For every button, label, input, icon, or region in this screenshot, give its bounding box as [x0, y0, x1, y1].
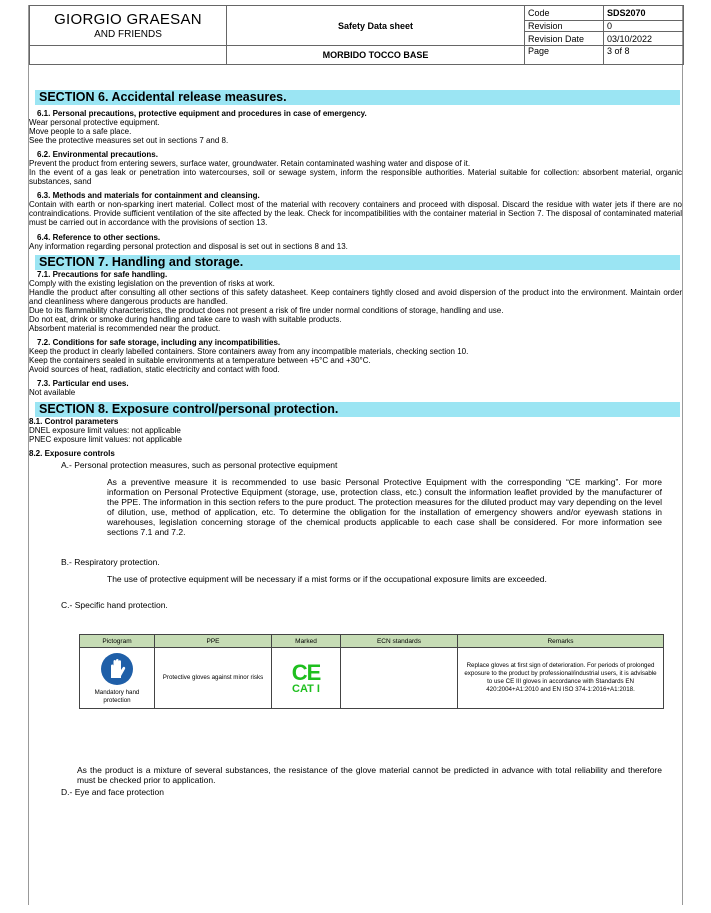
- text-6-1-line2: Move people to a safe place.: [29, 127, 132, 136]
- heading-7-1: 7.1. Precautions for safe handling.: [37, 270, 168, 279]
- text-6-2-a: Prevent the product from entering sewers, surface water, groundwater. Retain contaminated washing water and dispose of it.: [29, 159, 471, 168]
- heading-6-4: 6.4. Reference to other sections.: [37, 233, 161, 242]
- company-name: GIORGIO GRAESAN AND FRIENDS: [30, 6, 227, 46]
- text-8-1-line2: PNEC exposure limit values: not applicable: [29, 435, 182, 444]
- text-8-1-line1: DNEL exposure limit values: not applicable: [29, 426, 181, 435]
- document-title: Safety Data sheet: [227, 6, 525, 46]
- col-ecn: ECN standards: [341, 635, 458, 648]
- revision-date-value: 03/10/2022: [604, 32, 684, 46]
- col-pictogram: Pictogram: [80, 635, 155, 648]
- heading-6-3: 6.3. Methods and materials for containment and cleansing.: [37, 191, 260, 200]
- section-8-title: SECTION 8. Exposure control/personal protection.: [35, 402, 680, 417]
- ce-mark-cell: [272, 648, 341, 709]
- text-6-1-line3: See the protective measures set out in sections 7 and 8.: [29, 136, 229, 145]
- ppe-cell: Protective gloves against minor risks: [155, 648, 272, 709]
- heading-6-1: 6.1. Personal precautions, protective equipment and procedures in case of emergency.: [37, 109, 367, 118]
- text-8-2-a: As a preventive measure it is recommended to use basic Personal Protective Equipment with the corresponding “CE marking”. For more information on Personal Protective Equipment (storage, use, protection class, etc.) consult the information leaflet provided by the manufacturer of the PPE. The information in this section refers to the pure product. The protection measures for the diluted product may vary depending on the level of dilution, use, method of application, etc. To determine the obligation for the installation of emergency showers and/or eyewash stations in warehouses, legislation concerning storage of the chemical products applicable to each case shall be considered. For more information see sections 7.1 and 7.2.: [107, 477, 662, 537]
- text-6-1-line1: Wear personal protective equipment.: [29, 118, 160, 127]
- text-8-2-c: As the product is a mixture of several substances, the resistance of the glove material cannot be predicted in advance with total reliability and therefore must be checked prior to application.: [77, 765, 662, 785]
- ecn-cell: [341, 648, 458, 709]
- col-remarks: Remarks: [458, 635, 664, 648]
- heading-7-2: 7.2. Conditions for safe storage, including any incompatibilities.: [37, 338, 281, 347]
- revision-date-label: Revision Date: [525, 32, 604, 46]
- heading-8-1: 8.1. Control parameters: [29, 417, 119, 426]
- text-7-1-c1: Due to its flammability characteristics, the product does not present a risk of fire under normal conditions of storage, handling and use.: [29, 306, 504, 315]
- col-marked: Marked: [272, 635, 341, 648]
- product-name: MORBIDO TOCCO BASE: [227, 46, 525, 65]
- text-6-2-b: In the event of a gas leak or penetration into watercourses, soil or sewage system, inform the responsible authorities. Material suitable for collection: absorbent material, organic substances, sand: [29, 168, 682, 187]
- page-label: Page: [525, 46, 604, 65]
- code-label: Code: [525, 6, 604, 21]
- revision-label: Revision: [525, 21, 604, 32]
- remarks-cell: Replace gloves at first sign of deterioration. For periods of prolonged exposure to the product by professional/industrial users, it is advisable to use CE III gloves in accordance with Standards EN 420:2004+A1:2010 and EN ISO 374-1:2016+A1:2018.: [458, 648, 664, 709]
- label-8-2-c: C.- Specific hand protection.: [61, 600, 168, 610]
- text-7-3: Not available: [29, 388, 76, 397]
- ce-category: CAT I: [292, 682, 320, 695]
- text-7-1-c3: Absorbent material is recommended near the product.: [29, 324, 221, 333]
- text-7-2-line3: Avoid sources of heat, radiation, static electricity and contact with food.: [29, 365, 280, 374]
- section-7-title: SECTION 7. Handling and storage.: [35, 255, 680, 270]
- text-7-2-line1: Keep the product in clearly labelled containers. Store containers away from any incompatible materials, checking section 10.: [29, 347, 469, 356]
- text-7-1-c2: Do not eat, drink or smoke during handling and take care to wash with suitable products.: [29, 315, 342, 324]
- text-6-3: Contain with earth or non-sparking inert material. Collect most of the material with recovery containers and proceed with disposal. Discard the residue with water jets if there are no contraindications. Provide sufficient ventilation of the site affected by the leak. Check for incompatibilities with the container material in Section 7. The disposal of contaminated material must be carried out in accordance with the provisions of section 13.: [29, 200, 682, 228]
- pictogram-caption: Mandatory hand protection: [94, 688, 140, 704]
- revision-value: 0: [604, 21, 684, 32]
- page: [28, 5, 683, 905]
- heading-7-3: 7.3. Particular end uses.: [37, 379, 129, 388]
- hand-protection-table: [79, 634, 664, 709]
- glove-pictogram-icon: [100, 652, 134, 686]
- text-7-1-b: Handle the product after consulting all other sections of this safety datasheet. Keep containers tightly closed and avoid dispersion of the product into the environment. Maintain order and cleanliness where dangerous products are handled.: [29, 288, 682, 307]
- table-row: [80, 648, 664, 709]
- section-6-title: SECTION 6. Accidental release measures.: [35, 90, 680, 105]
- document-header: [29, 5, 684, 65]
- label-8-2-a: A.- Personal protection measures, such as personal protective equipment: [61, 460, 338, 470]
- label-8-2-d: D.- Eye and face protection: [61, 787, 165, 797]
- text-7-1-a: Comply with the existing legislation on the prevention of risks at work.: [29, 279, 275, 288]
- pictogram-cell: [80, 648, 155, 709]
- heading-8-2: 8.2. Exposure controls: [29, 449, 115, 458]
- ce-mark: CE: [291, 659, 321, 685]
- text-7-2-line2: Keep the containers sealed in suitable environments at a temperature between +5°C and +30°C.: [29, 356, 371, 365]
- page-value: 3 of 8: [604, 46, 684, 65]
- label-8-2-b: B.- Respiratory protection.: [61, 557, 160, 567]
- code-value: SDS2070: [604, 6, 684, 21]
- text-8-2-b: The use of protective equipment will be necessary if a mist forms or if the occupational exposure limits are exceeded.: [107, 574, 547, 584]
- text-6-4: Any information regarding personal protection and disposal is set out in sections 8 and 13.: [29, 242, 348, 251]
- heading-6-2: 6.2. Environmental precautions.: [37, 150, 158, 159]
- col-ppe: PPE: [155, 635, 272, 648]
